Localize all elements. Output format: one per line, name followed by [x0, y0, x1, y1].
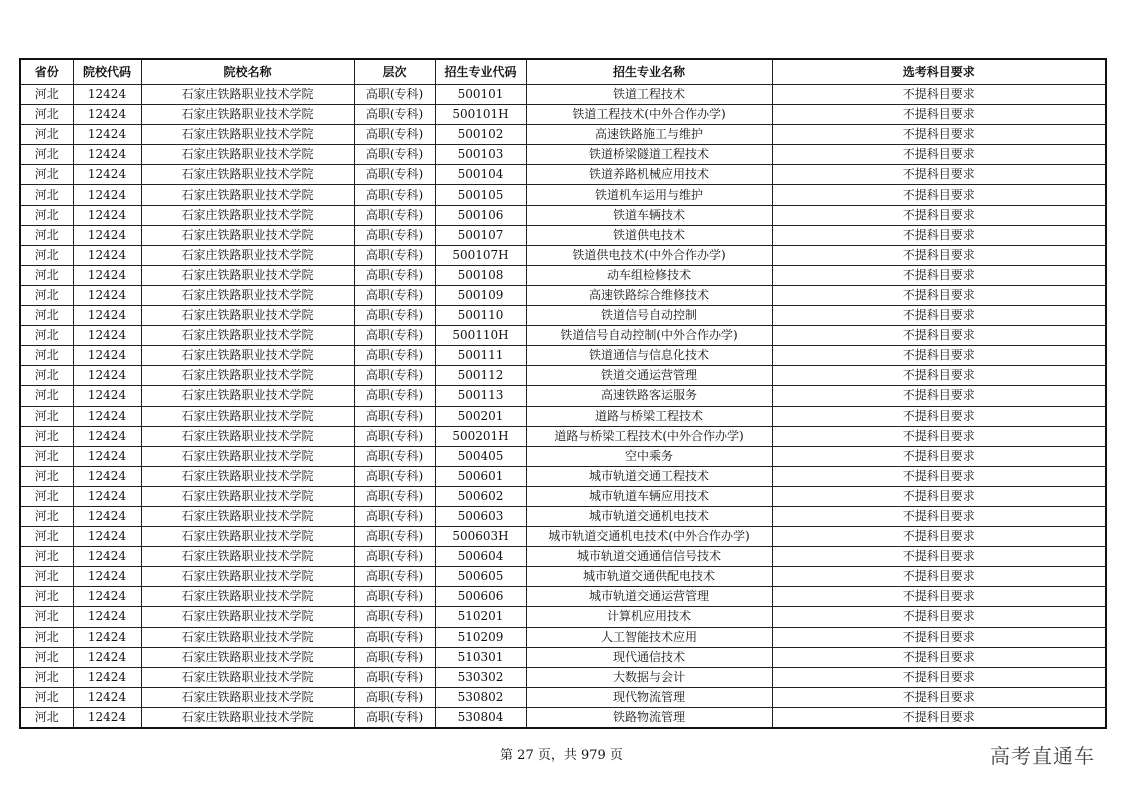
cell-school-code: 12424 [73, 466, 141, 486]
cell-province: 河北 [20, 647, 73, 667]
cell-major-name: 空中乘务 [526, 446, 772, 466]
cell-school-code: 12424 [73, 426, 141, 446]
table-row [20, 185, 1106, 205]
cell-province: 河北 [20, 687, 73, 707]
cell-school-code: 12424 [73, 707, 141, 728]
cell-major-name: 铁道信号自动控制(中外合作办学) [526, 326, 772, 346]
cell-major-name: 道路与桥梁工程技术 [526, 406, 772, 426]
cell-subject-requirement: 不提科目要求 [772, 466, 1106, 486]
cell-subject-requirement: 不提科目要求 [772, 145, 1106, 165]
table-row [20, 707, 1106, 728]
cell-level: 高职(专科) [354, 466, 435, 486]
cell-major-name: 城市轨道交通机电技术 [526, 506, 772, 526]
cell-major-name: 高速铁路综合维修技术 [526, 285, 772, 305]
header-row [20, 59, 1106, 85]
cell-school-code: 12424 [73, 486, 141, 506]
cell-school-name: 石家庄铁路职业技术学院 [141, 346, 354, 366]
cell-school-name: 石家庄铁路职业技术学院 [141, 486, 354, 506]
cell-subject-requirement: 不提科目要求 [772, 607, 1106, 627]
cell-major-code: 500603 [435, 506, 526, 526]
cell-major-code: 500601 [435, 466, 526, 486]
cell-subject-requirement: 不提科目要求 [772, 85, 1106, 105]
cell-subject-requirement: 不提科目要求 [772, 346, 1106, 366]
header-level: 层次 [354, 59, 435, 85]
cell-subject-requirement: 不提科目要求 [772, 687, 1106, 707]
cell-major-name: 城市轨道交通工程技术 [526, 466, 772, 486]
cell-province: 河北 [20, 85, 73, 105]
cell-major-code: 500106 [435, 205, 526, 225]
cell-province: 河北 [20, 326, 73, 346]
cell-school-name: 石家庄铁路职业技术学院 [141, 567, 354, 587]
cell-school-name: 石家庄铁路职业技术学院 [141, 306, 354, 326]
cell-level: 高职(专科) [354, 587, 435, 607]
cell-subject-requirement: 不提科目要求 [772, 486, 1106, 506]
cell-province: 河北 [20, 667, 73, 687]
cell-major-name: 铁道交通运营管理 [526, 366, 772, 386]
cell-subject-requirement: 不提科目要求 [772, 647, 1106, 667]
cell-major-code: 530804 [435, 707, 526, 728]
cell-subject-requirement: 不提科目要求 [772, 185, 1106, 205]
table-row [20, 466, 1106, 486]
table-row [20, 527, 1106, 547]
cell-level: 高职(专科) [354, 265, 435, 285]
cell-school-name: 石家庄铁路职业技术学院 [141, 647, 354, 667]
cell-province: 河北 [20, 627, 73, 647]
table-row [20, 85, 1106, 105]
cell-major-code: 500107 [435, 225, 526, 245]
cell-major-code: 500101 [435, 85, 526, 105]
cell-province: 河北 [20, 306, 73, 326]
table-row [20, 105, 1106, 125]
cell-province: 河北 [20, 567, 73, 587]
cell-school-name: 石家庄铁路职业技术学院 [141, 165, 354, 185]
cell-subject-requirement: 不提科目要求 [772, 165, 1106, 185]
cell-school-code: 12424 [73, 527, 141, 547]
cell-major-code: 510201 [435, 607, 526, 627]
cell-level: 高职(专科) [354, 486, 435, 506]
cell-school-name: 石家庄铁路职业技术学院 [141, 245, 354, 265]
table-row [20, 326, 1106, 346]
cell-province: 河北 [20, 245, 73, 265]
cell-subject-requirement: 不提科目要求 [772, 125, 1106, 145]
cell-school-code: 12424 [73, 245, 141, 265]
cell-subject-requirement: 不提科目要求 [772, 547, 1106, 567]
cell-school-name: 石家庄铁路职业技术学院 [141, 426, 354, 446]
cell-level: 高职(专科) [354, 687, 435, 707]
cell-school-name: 石家庄铁路职业技术学院 [141, 326, 354, 346]
cell-major-code: 500101H [435, 105, 526, 125]
cell-subject-requirement: 不提科目要求 [772, 446, 1106, 466]
cell-subject-requirement: 不提科目要求 [772, 285, 1106, 305]
cell-school-code: 12424 [73, 406, 141, 426]
cell-school-code: 12424 [73, 326, 141, 346]
cell-major-code: 500604 [435, 547, 526, 567]
cell-school-name: 石家庄铁路职业技术学院 [141, 105, 354, 125]
cell-subject-requirement: 不提科目要求 [772, 105, 1106, 125]
cell-major-code: 500603H [435, 527, 526, 547]
cell-major-code: 500108 [435, 265, 526, 285]
cell-major-name: 城市轨道交通运营管理 [526, 587, 772, 607]
cell-level: 高职(专科) [354, 366, 435, 386]
cell-level: 高职(专科) [354, 326, 435, 346]
cell-level: 高职(专科) [354, 386, 435, 406]
cell-school-name: 石家庄铁路职业技术学院 [141, 707, 354, 728]
cell-major-code: 500107H [435, 245, 526, 265]
page-number: 第 27 页，共 979 页 [500, 748, 623, 763]
cell-school-code: 12424 [73, 85, 141, 105]
table-row [20, 285, 1106, 305]
cell-level: 高职(专科) [354, 567, 435, 587]
admissions-table [19, 58, 1107, 729]
cell-school-name: 石家庄铁路职业技术学院 [141, 285, 354, 305]
cell-school-code: 12424 [73, 506, 141, 526]
cell-school-name: 石家庄铁路职业技术学院 [141, 366, 354, 386]
cell-major-code: 500109 [435, 285, 526, 305]
cell-level: 高职(专科) [354, 647, 435, 667]
cell-major-name: 动车组检修技术 [526, 265, 772, 285]
cell-school-code: 12424 [73, 165, 141, 185]
table-body [20, 85, 1106, 729]
cell-level: 高职(专科) [354, 627, 435, 647]
cell-subject-requirement: 不提科目要求 [772, 667, 1106, 687]
table-row [20, 486, 1106, 506]
cell-major-code: 500105 [435, 185, 526, 205]
cell-school-name: 石家庄铁路职业技术学院 [141, 205, 354, 225]
table-row [20, 627, 1106, 647]
cell-major-name: 铁道信号自动控制 [526, 306, 772, 326]
cell-subject-requirement: 不提科目要求 [772, 587, 1106, 607]
cell-subject-requirement: 不提科目要求 [772, 326, 1106, 346]
cell-major-code: 500102 [435, 125, 526, 145]
cell-subject-requirement: 不提科目要求 [772, 225, 1106, 245]
header-major-code: 招生专业代码 [435, 59, 526, 85]
header-subject-requirement: 选考科目要求 [772, 59, 1106, 85]
cell-level: 高职(专科) [354, 406, 435, 426]
cell-school-name: 石家庄铁路职业技术学院 [141, 145, 354, 165]
cell-level: 高职(专科) [354, 125, 435, 145]
cell-level: 高职(专科) [354, 547, 435, 567]
cell-school-code: 12424 [73, 547, 141, 567]
cell-school-name: 石家庄铁路职业技术学院 [141, 265, 354, 285]
cell-level: 高职(专科) [354, 426, 435, 446]
cell-major-code: 500405 [435, 446, 526, 466]
cell-major-name: 城市轨道交通供配电技术 [526, 567, 772, 587]
cell-school-code: 12424 [73, 285, 141, 305]
cell-school-name: 石家庄铁路职业技术学院 [141, 527, 354, 547]
cell-province: 河北 [20, 466, 73, 486]
header-school-code: 院校代码 [73, 59, 141, 85]
cell-province: 河北 [20, 105, 73, 125]
cell-level: 高职(专科) [354, 105, 435, 125]
table-row [20, 687, 1106, 707]
table-row [20, 587, 1106, 607]
cell-school-name: 石家庄铁路职业技术学院 [141, 125, 354, 145]
cell-province: 河北 [20, 125, 73, 145]
table-row [20, 225, 1106, 245]
table-row [20, 366, 1106, 386]
cell-major-name: 城市轨道交通机电技术(中外合作办学) [526, 527, 772, 547]
cell-major-code: 500112 [435, 366, 526, 386]
cell-major-name: 铁道养路机械应用技术 [526, 165, 772, 185]
table-row [20, 426, 1106, 446]
cell-school-code: 12424 [73, 265, 141, 285]
cell-school-name: 石家庄铁路职业技术学院 [141, 506, 354, 526]
cell-major-name: 铁道车辆技术 [526, 205, 772, 225]
cell-subject-requirement: 不提科目要求 [772, 306, 1106, 326]
cell-major-name: 现代通信技术 [526, 647, 772, 667]
cell-school-name: 石家庄铁路职业技术学院 [141, 667, 354, 687]
cell-subject-requirement: 不提科目要求 [772, 426, 1106, 446]
cell-school-code: 12424 [73, 105, 141, 125]
cell-major-code: 500201H [435, 426, 526, 446]
cell-school-code: 12424 [73, 587, 141, 607]
cell-school-code: 12424 [73, 567, 141, 587]
cell-major-name: 铁道工程技术(中外合作办学) [526, 105, 772, 125]
table-row [20, 205, 1106, 225]
cell-school-name: 石家庄铁路职业技术学院 [141, 607, 354, 627]
table-row [20, 647, 1106, 667]
cell-school-name: 石家庄铁路职业技术学院 [141, 547, 354, 567]
table-row [20, 145, 1106, 165]
cell-school-name: 石家庄铁路职业技术学院 [141, 185, 354, 205]
cell-major-code: 500110H [435, 326, 526, 346]
cell-level: 高职(专科) [354, 205, 435, 225]
table-row [20, 567, 1106, 587]
cell-school-code: 12424 [73, 446, 141, 466]
table-row [20, 245, 1106, 265]
cell-level: 高职(专科) [354, 446, 435, 466]
cell-major-name: 铁道供电技术(中外合作办学) [526, 245, 772, 265]
cell-school-code: 12424 [73, 145, 141, 165]
cell-province: 河北 [20, 446, 73, 466]
cell-province: 河北 [20, 506, 73, 526]
cell-major-name: 人工智能技术应用 [526, 627, 772, 647]
table-row [20, 607, 1106, 627]
cell-province: 河北 [20, 165, 73, 185]
cell-school-name: 石家庄铁路职业技术学院 [141, 406, 354, 426]
cell-school-code: 12424 [73, 627, 141, 647]
cell-school-code: 12424 [73, 346, 141, 366]
cell-subject-requirement: 不提科目要求 [772, 386, 1106, 406]
header-school-name: 院校名称 [141, 59, 354, 85]
cell-level: 高职(专科) [354, 245, 435, 265]
cell-level: 高职(专科) [354, 306, 435, 326]
cell-school-code: 12424 [73, 225, 141, 245]
cell-subject-requirement: 不提科目要求 [772, 406, 1106, 426]
cell-level: 高职(专科) [354, 346, 435, 366]
cell-major-code: 500111 [435, 346, 526, 366]
cell-province: 河北 [20, 707, 73, 728]
cell-subject-requirement: 不提科目要求 [772, 707, 1106, 728]
table-row [20, 265, 1106, 285]
cell-level: 高职(专科) [354, 607, 435, 627]
cell-subject-requirement: 不提科目要求 [772, 527, 1106, 547]
admissions-table-container [19, 58, 1105, 729]
cell-major-name: 高速铁路客运服务 [526, 386, 772, 406]
cell-province: 河北 [20, 185, 73, 205]
cell-school-name: 石家庄铁路职业技术学院 [141, 627, 354, 647]
table-row [20, 165, 1106, 185]
cell-major-code: 530802 [435, 687, 526, 707]
cell-level: 高职(专科) [354, 85, 435, 105]
cell-school-name: 石家庄铁路职业技术学院 [141, 446, 354, 466]
cell-school-code: 12424 [73, 607, 141, 627]
cell-level: 高职(专科) [354, 165, 435, 185]
cell-province: 河北 [20, 205, 73, 225]
cell-level: 高职(专科) [354, 506, 435, 526]
cell-level: 高职(专科) [354, 185, 435, 205]
cell-school-code: 12424 [73, 687, 141, 707]
cell-subject-requirement: 不提科目要求 [772, 567, 1106, 587]
cell-province: 河北 [20, 225, 73, 245]
cell-province: 河北 [20, 426, 73, 446]
cell-school-name: 石家庄铁路职业技术学院 [141, 386, 354, 406]
table-row [20, 506, 1106, 526]
cell-school-name: 石家庄铁路职业技术学院 [141, 85, 354, 105]
cell-major-code: 500110 [435, 306, 526, 326]
cell-school-code: 12424 [73, 667, 141, 687]
cell-school-code: 12424 [73, 366, 141, 386]
watermark-text: 高考直通车 [990, 744, 1095, 768]
cell-major-code: 530302 [435, 667, 526, 687]
cell-school-name: 石家庄铁路职业技术学院 [141, 587, 354, 607]
cell-province: 河北 [20, 486, 73, 506]
cell-school-code: 12424 [73, 306, 141, 326]
cell-province: 河北 [20, 406, 73, 426]
cell-major-name: 铁路物流管理 [526, 707, 772, 728]
cell-level: 高职(专科) [354, 527, 435, 547]
cell-level: 高职(专科) [354, 285, 435, 305]
cell-school-name: 石家庄铁路职业技术学院 [141, 466, 354, 486]
cell-major-name: 城市轨道车辆应用技术 [526, 486, 772, 506]
cell-subject-requirement: 不提科目要求 [772, 265, 1106, 285]
cell-major-name: 铁道供电技术 [526, 225, 772, 245]
cell-subject-requirement: 不提科目要求 [772, 205, 1106, 225]
cell-province: 河北 [20, 366, 73, 386]
table-row [20, 667, 1106, 687]
cell-province: 河北 [20, 285, 73, 305]
cell-major-name: 城市轨道交通通信信号技术 [526, 547, 772, 567]
cell-province: 河北 [20, 587, 73, 607]
cell-province: 河北 [20, 386, 73, 406]
cell-major-name: 铁道桥梁隧道工程技术 [526, 145, 772, 165]
cell-major-code: 500201 [435, 406, 526, 426]
cell-major-code: 500104 [435, 165, 526, 185]
cell-province: 河北 [20, 265, 73, 285]
cell-major-code: 500605 [435, 567, 526, 587]
table-row [20, 406, 1106, 426]
cell-major-code: 500602 [435, 486, 526, 506]
table-row [20, 125, 1106, 145]
cell-major-name: 高速铁路施工与维护 [526, 125, 772, 145]
cell-province: 河北 [20, 547, 73, 567]
cell-major-code: 510301 [435, 647, 526, 667]
table-row [20, 386, 1106, 406]
cell-subject-requirement: 不提科目要求 [772, 627, 1106, 647]
cell-major-name: 大数据与会计 [526, 667, 772, 687]
cell-province: 河北 [20, 346, 73, 366]
cell-major-name: 现代物流管理 [526, 687, 772, 707]
table-row [20, 547, 1106, 567]
cell-major-code: 500113 [435, 386, 526, 406]
cell-school-code: 12424 [73, 125, 141, 145]
cell-level: 高职(专科) [354, 225, 435, 245]
table-row [20, 346, 1106, 366]
cell-level: 高职(专科) [354, 667, 435, 687]
cell-school-code: 12424 [73, 386, 141, 406]
table-row [20, 446, 1106, 466]
cell-school-code: 12424 [73, 205, 141, 225]
cell-province: 河北 [20, 527, 73, 547]
cell-major-name: 铁道通信与信息化技术 [526, 346, 772, 366]
table-header [20, 59, 1106, 85]
cell-major-name: 铁道机车运用与维护 [526, 185, 772, 205]
cell-school-code: 12424 [73, 647, 141, 667]
cell-major-code: 510209 [435, 627, 526, 647]
cell-major-code: 500103 [435, 145, 526, 165]
cell-province: 河北 [20, 145, 73, 165]
cell-subject-requirement: 不提科目要求 [772, 245, 1106, 265]
cell-level: 高职(专科) [354, 145, 435, 165]
cell-school-name: 石家庄铁路职业技术学院 [141, 225, 354, 245]
cell-major-code: 500606 [435, 587, 526, 607]
header-province: 省份 [20, 59, 73, 85]
cell-major-name: 铁道工程技术 [526, 85, 772, 105]
cell-school-code: 12424 [73, 185, 141, 205]
cell-school-name: 石家庄铁路职业技术学院 [141, 687, 354, 707]
cell-subject-requirement: 不提科目要求 [772, 506, 1106, 526]
table-row [20, 306, 1106, 326]
cell-major-name: 道路与桥梁工程技术(中外合作办学) [526, 426, 772, 446]
header-major-name: 招生专业名称 [526, 59, 772, 85]
cell-province: 河北 [20, 607, 73, 627]
cell-subject-requirement: 不提科目要求 [772, 366, 1106, 386]
cell-major-name: 计算机应用技术 [526, 607, 772, 627]
cell-level: 高职(专科) [354, 707, 435, 728]
